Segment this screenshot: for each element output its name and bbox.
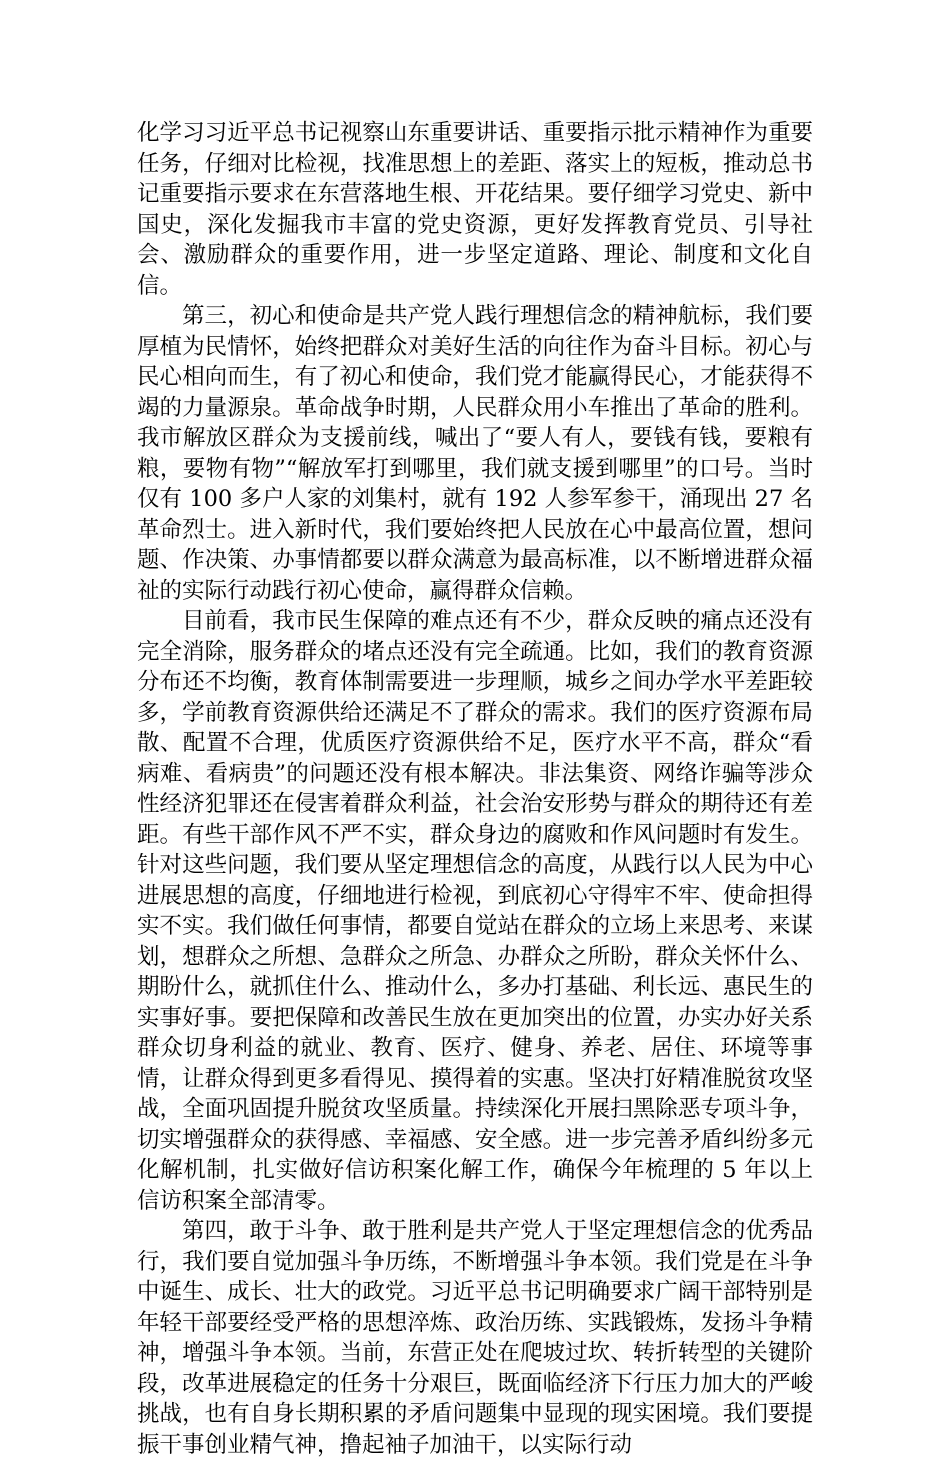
paragraph-4: 第四，敢于斗争、敢于胜利是共产党人于坚定理想信念的优秀品行，我们要自觉加强斗争历练，不断增强斗争本领。我们党是在斗争中诞生、成长、壮大的政党。习近平总书记明确要求广阔干部特别是年轻干部要经受严格的思想淬炼、政治历练、实践锻炼，发扬斗争精神，增强斗争本领。当前，东营正处在爬坡过坎、转折转型的关键阶段，改革进展稳定的任务十分艰巨，既面临经济下行压力加大的严峻挑战，也有自身长期积累的矛盾问题集中显现的现实困境。我们要提振干事创业精气神，撸起袖子加油干，以实际行动 xyxy=(137,1218,813,1458)
paragraph-1: 化学习习近平总书记视察山东重要讲话、重要指示批示精神作为重要任务，仔细对比检视，找准思想上的差距、落实上的短板，推动总书记重要指示要求在东营落地生根、开花结果。要仔细学习党史、新中国史，深化发掘我市丰富的党史资源，更好发挥教育党员、引导社会、激励群众的重要作用，进一步坚定道路、理论、制度和文化自信。 xyxy=(137,120,813,299)
document-body xyxy=(137,118,813,1460)
paragraph-2: 第三，初心和使命是共产党人践行理想信念的精神航标，我们要厚植为民情怀，始终把群众对美好生活的向往作为奋斗目标。初心与民心相向而生，有了初心和使命，我们党才能赢得民心，才能获得不竭的力量源泉。革命战争时期，人民群众用小车推出了革命的胜利。我市解放区群众为支援前线，喊出了“要人有人，要钱有钱，要粮有粮，要物有物”“解放军打到哪里，我们就支援到哪里”的口号。当时仅有 100 多户人家的刘集村，就有 192 人参军参干，涌现出 27 名革命烈士。进入新时代，我们要始终把人民放在心中最高位置，想问题、作决策、办事情都要以群众满意为最高标准，以不断增进群众福祉的实际行动践行初心使命，赢得群众信赖。 xyxy=(137,303,813,604)
paragraph-3: 目前看，我市民生保障的难点还有不少，群众反映的痛点还没有完全消除，服务群众的堵点还没有完全疏通。比如，我们的教育资源分布还不均衡，教育体制需要进一步理顺，城乡之间办学水平差距较多，学前教育资源供给还满足不了群众的需求。我们的医疗资源布局散、配置不合理，优质医疗资源供给不足，医疗水平不高，群众“看病难、看病贵”的问题还没有根本解决。非法集资、网络诈骗等涉众性经济犯罪还在侵害着群众利益，社会治安形势与群众的期待还有差距。有些干部作风不严不实，群众身边的腐败和作风问题时有发生。针对这些问题，我们要从坚定理想信念的高度，从践行以人民为中心进展思想的高度，仔细地进行检视，到底初心守得牢不牢、使命担得实不实。我们做任何事情，都要自觉站在群众的立场上来思考、来谋划，想群众之所想、急群众之所急、办群众之所盼，群众关怀什么、期盼什么，就抓住什么、推动什么，多办打基础、利长远、惠民生的实事好事。要把保障和改善民生放在更加突出的位置，办实办好关系群众切身利益的就业、教育、医疗、健身、养老、居住、环境等事情，让群众得到更多看得见、摸得着的实惠。坚决打好精准脱贫攻坚战，全面巩固提升脱贫攻坚质量。持续深化开展扫黑除恶专项斗争，切实增强群众的获得感、幸福感、安全感。进一步完善矛盾纠纷多元化解机制，扎实做好信访积案化解工作，确保今年梳理的 5 年以上信访积案全部清零。 xyxy=(137,608,813,1214)
